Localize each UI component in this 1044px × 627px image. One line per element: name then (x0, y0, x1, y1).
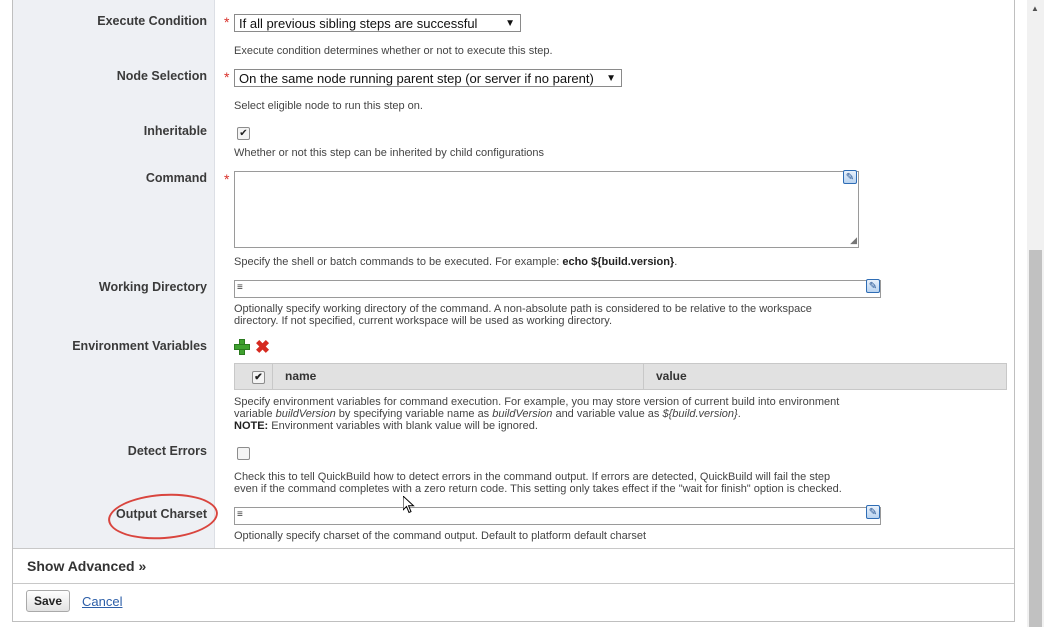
note-text: Environment variables with blank value will be ignored. (268, 420, 538, 432)
scrollbar-thumb[interactable] (1029, 250, 1042, 627)
chevron-down-icon: ▼ (606, 73, 616, 84)
show-advanced-link[interactable]: Show Advanced » (27, 558, 147, 574)
save-button[interactable]: Save (26, 590, 70, 612)
execute-condition-value: If all previous sibling steps are successful (239, 16, 478, 31)
select-all-checkbox[interactable] (252, 371, 265, 384)
chevron-down-icon: ▼ (505, 18, 515, 29)
inheritable-label: Inheritable (143, 124, 207, 138)
inheritable-help: Whether or not this step can be inherited by child configurations (234, 147, 545, 159)
detect-errors-label: Detect Errors (127, 444, 207, 458)
working-directory-help-line1: Optionally specify working directory of the command. A non-absolute path is considered to be relative to the workspace (234, 303, 812, 315)
working-directory-label: Working Directory (98, 280, 207, 294)
help-text: . (737, 408, 741, 420)
add-icon[interactable] (234, 339, 250, 355)
command-label: Command (145, 171, 207, 185)
working-directory-help-line2: directory. If not specified, current workspace will be used as working directory. (234, 315, 613, 327)
working-directory-input[interactable] (234, 280, 881, 298)
help-emphasis: buildVersion (275, 408, 336, 420)
column-header-name: name (285, 369, 317, 383)
output-charset-label: Output Charset (116, 507, 207, 521)
vertical-scrollbar[interactable] (1027, 0, 1044, 627)
environment-variables-label: Environment Variables (72, 339, 207, 353)
checkmark-icon: ✔ (239, 128, 248, 139)
help-text: by specifying variable name as (335, 408, 493, 420)
divider (13, 583, 1014, 584)
help-emphasis: buildVersion (492, 408, 553, 420)
environment-variables-note (234, 420, 839, 432)
execute-condition-select[interactable] (234, 14, 521, 32)
environment-variables-help-line1: Specify environment variables for command execution. For example, you may store version of current build into environment (234, 396, 840, 408)
resize-handle-icon[interactable]: ◢ (850, 235, 857, 245)
edit-icon[interactable]: ✎ (843, 170, 857, 184)
lines-icon: ≡ (237, 282, 243, 293)
node-selection-label: Node Selection (116, 69, 207, 83)
command-textarea[interactable] (234, 171, 859, 248)
column-divider (272, 364, 273, 389)
detect-errors-help-line1: Check this to tell QuickBuild how to detect errors in the command output. If errors are detected, QuickBuild will fail the step (234, 471, 831, 483)
working-directory-help (234, 303, 812, 327)
scroll-up-icon[interactable]: ▲ (1031, 4, 1039, 13)
environment-variables-help (234, 396, 839, 432)
detect-errors-checkbox[interactable] (237, 447, 250, 460)
output-charset-help: Optionally specify charset of the command output. Default to platform default charset (234, 530, 647, 542)
column-header-value: value (656, 369, 687, 383)
node-selection-value: On the same node running parent step (or server if no parent) (239, 71, 594, 86)
help-text: and variable value as (552, 408, 663, 420)
lines-icon: ≡ (237, 509, 243, 520)
required-marker: * (224, 14, 230, 30)
edit-icon[interactable]: ✎ (866, 505, 880, 519)
divider (13, 548, 1014, 549)
required-marker: * (224, 171, 230, 187)
command-help-suffix: . (674, 256, 678, 268)
cancel-link[interactable]: Cancel (82, 594, 123, 609)
execute-condition-label: Execute Condition (97, 14, 207, 28)
delete-icon[interactable]: ✖ (255, 337, 271, 357)
node-selection-select[interactable] (234, 69, 622, 87)
detect-errors-help-line2: even if the command completes with a zero return code. This setting only takes effect if the "wait for finish" option is checked. (234, 483, 842, 495)
edit-icon[interactable]: ✎ (866, 279, 880, 293)
mouse-cursor-icon (403, 496, 415, 514)
checkmark-icon: ✔ (254, 372, 263, 383)
output-charset-input[interactable] (234, 507, 881, 525)
required-marker: * (224, 69, 230, 85)
node-selection-help: Select eligible node to run this step on. (234, 100, 423, 112)
note-label: NOTE: (234, 420, 269, 432)
execute-condition-help: Execute condition determines whether or not to execute this step. (234, 45, 553, 57)
help-text: variable (234, 408, 276, 420)
environment-variables-help-line2 (234, 408, 839, 420)
inheritable-checkbox[interactable] (237, 127, 250, 140)
help-emphasis: ${build.version} (662, 408, 738, 420)
detect-errors-help (234, 471, 842, 495)
column-divider (643, 364, 644, 389)
environment-variables-table (234, 363, 1007, 390)
command-help (234, 256, 677, 268)
command-help-example: echo ${build.version} (562, 256, 675, 268)
command-help-text: Specify the shell or batch commands to be executed. For example: (234, 256, 563, 268)
